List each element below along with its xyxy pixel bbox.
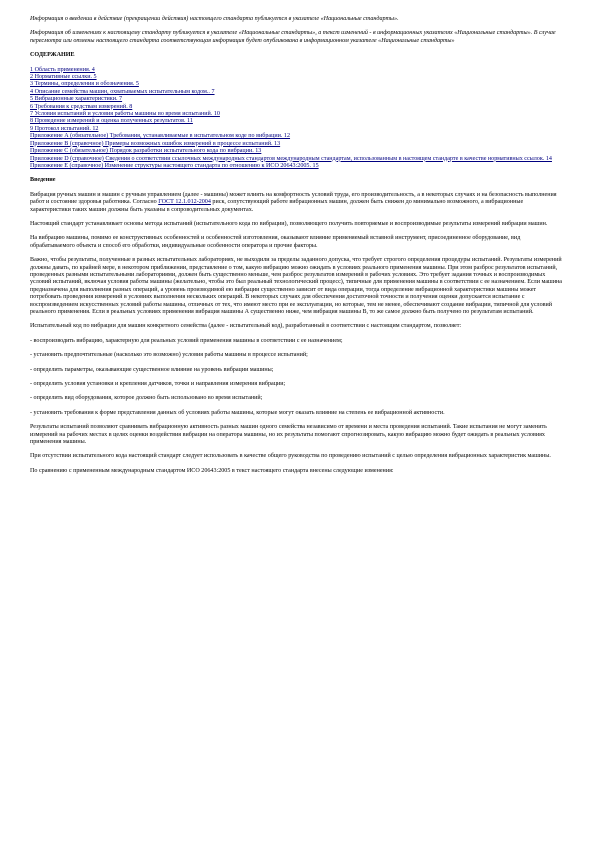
- toc-item[interactable]: [30, 104, 565, 111]
- toc-item[interactable]: [30, 141, 565, 148]
- body-paragraph: Результаты испытаний позволяют сравнивать вибрационную активность разных машин одного семейства независимо от времени и места проведения испытаний. Такие испытания не могут заменить измерений на рабочих местах в целях оценки воздействия вибрации на оператора машины, но их результаты помогают спрогнозировать, какую вибрацию можно будет ожидать в реальных условиях применения машины.: [30, 424, 547, 446]
- toc-link[interactable]: 3 Термины, определения и обозначения. 5: [30, 81, 139, 88]
- standard-link[interactable]: ГОСТ 12.1.012-2004: [158, 199, 211, 206]
- toc-item[interactable]: [30, 156, 565, 163]
- paragraph-text: риск, сопутствующий работе вибрационных машин, должен быть снижен до минимально возможного, а вибрационные характеристики таких машин должны быть указаны в сопроводительных документах.: [30, 199, 524, 213]
- toc-item[interactable]: [30, 133, 565, 140]
- toc-link[interactable]: Приложение Е (справочное) Изменение структуры настоящего стандарта по отношению к ИСО 20643:2005. 15: [30, 162, 319, 169]
- intro-paragraph: Информация об изменениях к настоящему стандарту публикуется в указателе «Национальные стандарты», а текст изменений - в информационных указателях «Национальные стандарты». В случае пересмотра или отмены настоящего стандарта соответствующая информация будет опубликована в информационном указателе «Национальные стандарты»: [30, 30, 556, 44]
- section-heading: Введение: [30, 177, 56, 184]
- contents-title: СОДЕРЖАНИЕ: [30, 52, 75, 59]
- bullet-item: - определить вид оборудования, которое должно быть использовано во время испытаний;: [30, 395, 263, 402]
- body-paragraph: На вибрацию машины, помимо ее конструктивных особенностей и особенностей изготовления, оказывают влияние применяемый вставной инструмент, присоединенное оборудование, вид обрабатываемого объекта и способ его обработки, индивидуальные особенности оператора и прочие факторы.: [30, 235, 521, 249]
- toc-link[interactable]: 4 Описание семейства машин, охватываемых испытательным кодом.. 7: [30, 88, 215, 95]
- bullet-item: - установить предпочтительные (насколько это возможно) условия работы машины в процессе испытаний;: [30, 352, 308, 359]
- toc-link[interactable]: Приложение С (обязательное) Порядок разработки испытательного кода по вибрации. 13: [30, 148, 262, 155]
- body-paragraph: Важно, чтобы результаты, полученные в разных испытательных лабораториях, не выходили за пределы заданного допуска, что требует строгого определения процедуры испытаний. Результаты измерений должны давать, по крайней мере, в некотором приближении, представление о том, какую вибрацию можно ожидать в условиях реального применения машины. При этом разброс результатов испытаний, проведенных разными испытательными лабораториями, должен быть существенно меньше, чем разброс результатов измерений в рабочих условиях. Это требует задания точных и воспроизводимых условий испытаний, включая условия работы машины (желательно, чтобы это был реальный технологический процесс), типичные для применения машины в соответствии с ее назначением. Если машина предназначена для выполнения разных операций, а уровень производимой ею вибрации существенно зависит от вида операции, тогда определение вибрационной характеристики машины может потребовать проведения измерений в условиях выполнения нескольких операций. В некоторых случаях для обеспечения достаточной точности и получения оценки допускается испытание с воспроизведением искусственных условий работы машины, отличных от тех, что имеют место при ее эксплуатации, но которые, тем не менее, обеспечивают создание вибрации, типичной для условий реального применения. Если в реальных условиях применения вибрация машины А существенно ниже, чем вибрация машины В, то же самое должно быть получено по результатам испытаний.: [30, 257, 562, 315]
- bullet-item: - воспроизводить вибрацию, характерную для реальных условий применения машины в соответствии с ее назначением;: [30, 337, 343, 344]
- bullet-item: - определить условия установки и крепления датчиков, точки и направления измерения вибрации;: [30, 381, 286, 388]
- toc-item[interactable]: [30, 148, 565, 155]
- toc-link[interactable]: 5 Вибрационные характеристики. 7: [30, 96, 123, 103]
- bullet-item: - установить требования к форме представления данных об условиях работы машины, которые могут оказать влияние на степень ее вибрационной активности.: [30, 409, 445, 416]
- toc-link[interactable]: 2 Нормативные ссылки. 5: [30, 74, 97, 81]
- bullet-item: - определить параметры, оказывающие существенное влияние на уровень вибрации машины;: [30, 366, 274, 373]
- paragraph-text: Вибрация ручных машин и машин с ручным управлением (далее - машины) может влиять на комфортность условий труда, его производительность, а в некоторых случаях и на безопасность выполнения работ и состояние здоровья работника. Согласно: [30, 191, 557, 206]
- toc-link[interactable]: Приложение В (справочное) Примеры возможных ошибок измерений в процессе испытаний. 13: [30, 140, 281, 147]
- toc-link[interactable]: 8 Проведение измерений и оценка полученных результатов. 11: [30, 118, 193, 125]
- toc-link[interactable]: 9 Протокол испытаний. 12: [30, 125, 99, 132]
- body-paragraph: По сравнению с примененным международным стандартом ИСО 20643:2005 в текст настоящего стандарта внесены следующие изменения:: [30, 467, 394, 474]
- table-of-contents: [30, 67, 565, 171]
- toc-link[interactable]: Приложение D (справочное) Сведения о соответствии ссылочных международных стандартов международным стандартам, использованным в настоящем стандарте в качестве нормативных ссылок. 14: [30, 155, 552, 162]
- body-paragraph: При отсутствии испытательного кода настоящий стандарт следует использовать в качестве общего руководства по проведению испытаний с целью определения вибрационных характеристик машины.: [30, 453, 551, 460]
- toc-item[interactable]: [30, 118, 565, 125]
- toc-link[interactable]: 6 Требования к средствам измерений. 8: [30, 103, 133, 110]
- body-paragraph: Настоящий стандарт устанавливает основы метода испытаний (испытательного кода по вибрации), позволяющего получить повторяемые и воспроизводимые результаты измерений вибрации машин.: [30, 220, 548, 227]
- toc-item[interactable]: [30, 96, 565, 103]
- toc-item[interactable]: [30, 67, 565, 74]
- toc-link[interactable]: 7 Условия испытаний и условия работы машины во время испытаний. 10: [30, 111, 220, 118]
- toc-item[interactable]: [30, 81, 565, 88]
- toc-link[interactable]: Приложение А (обязательное) Требования, устанавливаемые в испытательном коде по вибрации. 12: [30, 133, 291, 140]
- body-paragraph: Испытательный код по вибрации для машин конкретного семейства (далее - испытательный код), разработанный в соответствии с настоящим стандартом, позволяет:: [30, 323, 462, 330]
- body-paragraph: [30, 192, 565, 214]
- toc-link[interactable]: 1 Область применения. 4: [30, 66, 95, 73]
- intro-paragraph: Информация о введении в действие (прекращении действия) настоящего стандарта публикуется в указателе «Национальные стандарты».: [30, 16, 399, 22]
- toc-item[interactable]: [30, 163, 565, 170]
